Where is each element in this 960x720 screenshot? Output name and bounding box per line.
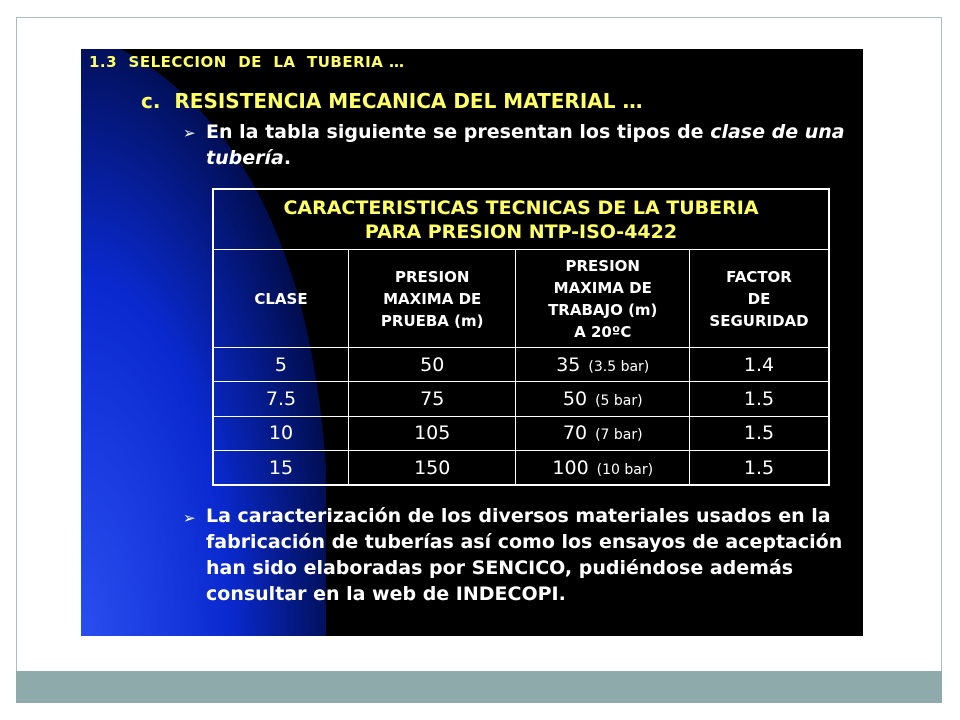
section-title: 1.3 SELECCION DE LA TUBERIA … bbox=[89, 53, 405, 71]
table-title: CARACTERISTICAS TECNICAS DE LA TUBERIA PARA PRESION NTP-ISO-4422 bbox=[213, 189, 829, 250]
cell-factor: 1.5 bbox=[690, 451, 829, 485]
subsection-heading: c. RESISTENCIA MECANICA DEL MATERIAL … bbox=[141, 89, 643, 113]
pipe-spec-table bbox=[212, 188, 830, 486]
bullet-conclusion: La caracterización de los diversos materiales usados en la fabricación de tuberías así como los ensayos de aceptación han sido elaboradas por SENCICO, pudiéndose además consultar en la web de INDECOPI. bbox=[206, 505, 843, 605]
cell-prueba: 150 bbox=[348, 451, 516, 485]
footer-band bbox=[16, 671, 942, 703]
slide bbox=[81, 49, 863, 636]
arrow-bullet-icon: ➢ bbox=[183, 509, 196, 527]
col-header-presion-prueba: PRESION MAXIMA DE PRUEBA (m) bbox=[348, 250, 516, 348]
cell-prueba: 50 bbox=[348, 348, 516, 382]
arrow-bullet-icon: ➢ bbox=[183, 124, 196, 142]
bullet-intro: En la tabla siguiente se presentan los tipos de clase de una tubería. bbox=[206, 121, 845, 169]
cell-clase: 15 bbox=[213, 451, 348, 485]
cell-factor: 1.4 bbox=[690, 348, 829, 382]
table-row bbox=[213, 382, 829, 416]
cell-prueba: 75 bbox=[348, 382, 516, 416]
col-header-presion-trabajo: PRESION MAXIMA DE TRABAJO (m) A 20ºC bbox=[516, 250, 690, 348]
cell-factor: 1.5 bbox=[690, 382, 829, 416]
col-header-factor-seguridad: FACTOR DE SEGURIDAD bbox=[690, 250, 829, 348]
cell-prueba: 105 bbox=[348, 416, 516, 450]
cell-factor: 1.5 bbox=[690, 416, 829, 450]
cell-trabajo: 100 (10 bar) bbox=[516, 451, 690, 485]
cell-clase: 5 bbox=[213, 348, 348, 382]
cell-clase: 10 bbox=[213, 416, 348, 450]
col-header-clase: CLASE bbox=[213, 250, 348, 348]
table-row bbox=[213, 416, 829, 450]
cell-trabajo: 35 (3.5 bar) bbox=[516, 348, 690, 382]
cell-trabajo: 70 (7 bar) bbox=[516, 416, 690, 450]
table-row bbox=[213, 451, 829, 485]
table-row bbox=[213, 348, 829, 382]
cell-clase: 7.5 bbox=[213, 382, 348, 416]
cell-trabajo: 50 (5 bar) bbox=[516, 382, 690, 416]
